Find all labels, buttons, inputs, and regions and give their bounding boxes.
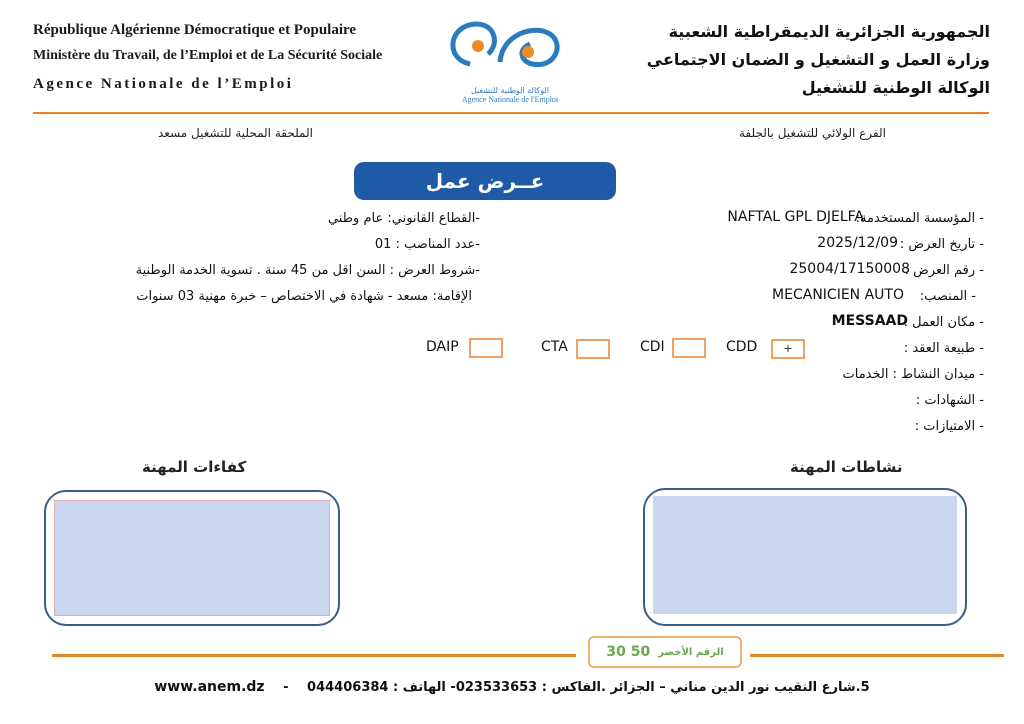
logo-mark: [440, 14, 580, 84]
header-divider: [33, 112, 989, 114]
position-value: MECANICIEN AUTO: [772, 287, 904, 303]
header-fr-line3: Agence Nationale de l’Emploi: [33, 76, 294, 92]
workplace-value: MESSAAD: [831, 313, 908, 329]
footer-contact: [0, 679, 1024, 695]
footer-divider-left: [52, 654, 576, 657]
activities-panel-fill[interactable]: [653, 496, 957, 614]
contract-cta-label: CTA: [541, 339, 568, 355]
green-number-badge: [588, 636, 742, 668]
agency-logo: [440, 14, 580, 104]
contract-cta-checkbox[interactable]: [576, 339, 610, 359]
header-ar-line3: الوكالة الوطنية للتشغيل: [801, 78, 990, 97]
footer-website[interactable]: www.anem.dz: [154, 679, 265, 695]
checkbox-mark: +: [783, 342, 793, 355]
employer-label: - المؤسسة المستخدمة:: [855, 211, 984, 226]
logo-text-fr: Agence Nationale de l'Emploi: [461, 95, 559, 104]
contract-cdd-checkbox[interactable]: [771, 339, 805, 359]
date-label: - تاريخ العرض :: [899, 237, 984, 252]
contract-label: - طبيعة العقد :: [903, 341, 984, 356]
green-number-label: الرقم الأخضر: [658, 646, 724, 658]
contract-daip-checkbox[interactable]: [469, 338, 503, 358]
footer-separator: -: [283, 680, 289, 695]
contract-cdi-checkbox[interactable]: [672, 338, 706, 358]
activity-field: - ميدان النشاط : الخدمات: [842, 367, 984, 382]
header-ar-line1: الجمهورية الجزائرية الديمقراطية الشعبية: [668, 22, 990, 41]
contract-daip-label: DAIP: [426, 339, 459, 355]
sector-field: -القطاع القانوني: عام وطني: [327, 211, 480, 226]
header-ar-line2: وزارة العمل و التشغيل و الضمان الاجتماعي: [646, 50, 990, 69]
branch-local: الملحقة المحلية للتشغيل مسعد: [158, 126, 313, 140]
competencies-panel-fill[interactable]: [54, 500, 330, 616]
activities-panel: [643, 488, 967, 626]
green-number-value: 30 50: [606, 644, 651, 660]
date-value: 2025/12/09: [817, 235, 898, 251]
number-value: 25004/17150008: [789, 261, 910, 277]
privileges-label: - الامتيازات :: [914, 419, 984, 434]
residence-field: الإقامة: مسعد - شهادة في الاختصاص – خبرة مهنية 03 سنوات: [136, 289, 472, 304]
competencies-panel: [44, 490, 340, 626]
contract-cdd-label: CDD: [726, 339, 758, 355]
conditions-field: -شروط العرض : السن اقل من 45 سنة . تسوية الخدمة الوطنية: [135, 263, 480, 278]
workplace-label: - مكان العمل :: [903, 315, 984, 330]
number-label: - رقم العرض :: [904, 263, 984, 278]
positions-count-field: -عدد المناصب : 01: [374, 237, 480, 252]
position-label: - المنصب:: [919, 289, 976, 304]
header-fr-line1: République Algérienne Démocratique et Populaire: [33, 22, 357, 38]
footer-divider-right: [750, 654, 1004, 657]
competencies-heading: كفاءات المهنة: [142, 458, 247, 476]
certificates-label: - الشهادات :: [915, 393, 984, 408]
footer-address: 5.شارع النقيب نور الدين مناني – الجزائر .الفاكس : 023533653- الهاتف : 044406384: [307, 680, 870, 695]
branch-wilaya: الفرع الولائي للتشغيل بالجلفة: [739, 126, 886, 140]
contract-cdi-label: CDI: [640, 339, 665, 355]
activities-heading: نشاطات المهنة: [790, 458, 903, 476]
employer-value: NAFTAL GPL DJELFA: [727, 209, 864, 225]
header-fr-line2: Ministère du Travail, de l’Emploi et de La Sécurité Sociale: [33, 48, 383, 63]
page-title: عــرض عمل: [354, 162, 616, 200]
logo-text-ar: الوكالة الوطنية للتشغيل: [470, 86, 550, 95]
